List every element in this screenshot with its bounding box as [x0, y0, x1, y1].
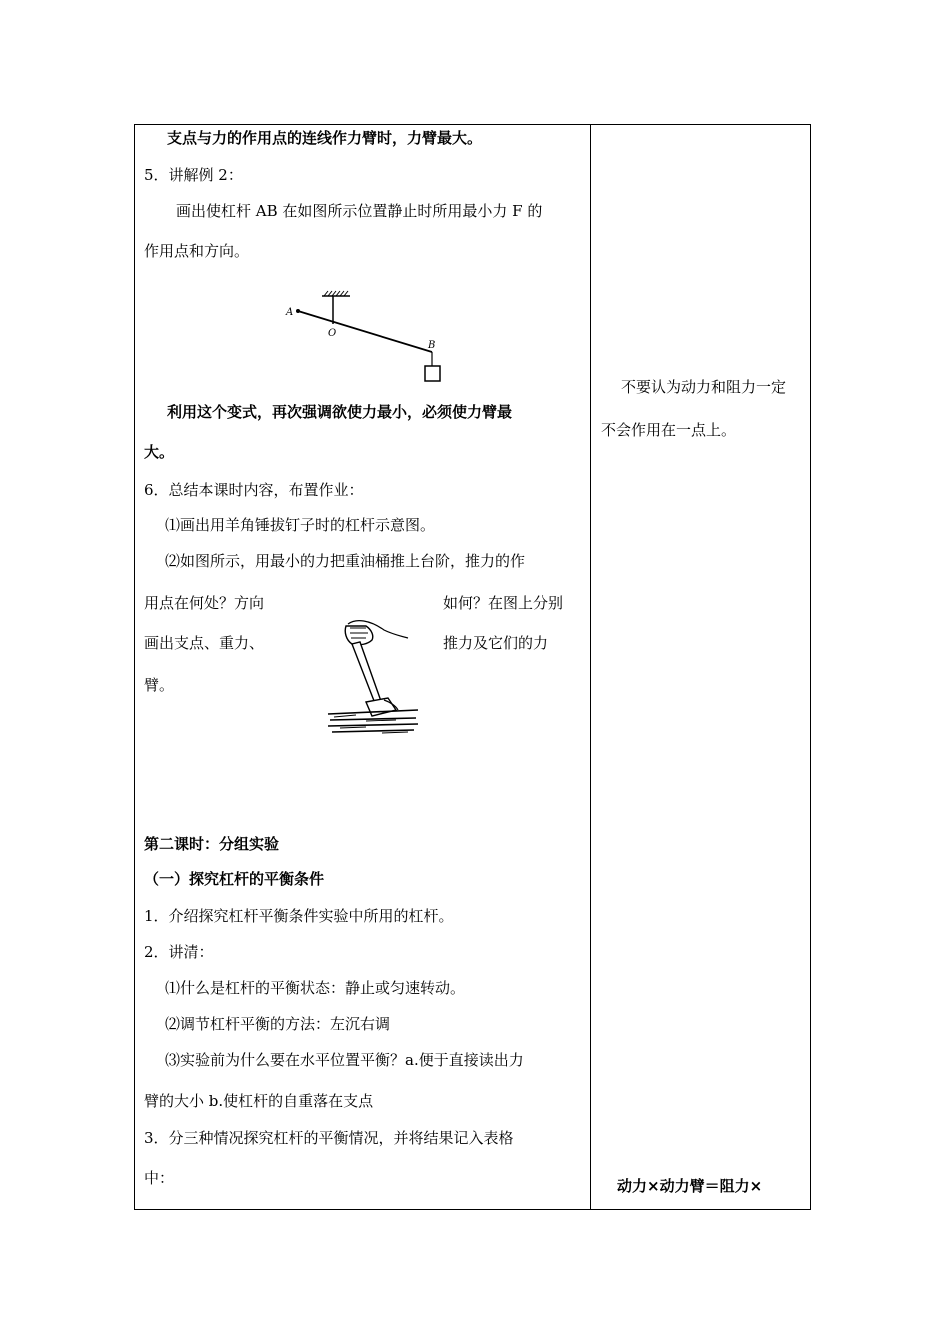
text-line: 5．讲解例 2： — [144, 166, 243, 184]
label-a: A — [286, 307, 294, 318]
column-divider — [590, 124, 591, 1210]
text-line: 6．总结本课时内容，布置作业： — [144, 481, 364, 499]
text-line: ⑵如图所示，用最小的力把重油桶推上台阶，推力的作 — [165, 552, 526, 570]
text-line: ⑴什么是杠杆的平衡状态：静止或匀速转动。 — [165, 979, 466, 997]
text-line: ⑵调节杠杆平衡的方法：左沉右调 — [165, 1015, 391, 1033]
text-line: 中： — [144, 1169, 175, 1187]
label-b: B — [428, 340, 436, 351]
text-line: 画出支点、重力、 — [144, 634, 265, 652]
text-line: 臂。 — [144, 676, 175, 694]
text-line: 大。 — [144, 443, 175, 461]
label-o: O — [328, 328, 337, 339]
lever-figure — [278, 288, 448, 388]
text-line: 3．分三种情况探究杠杆的平衡情况，并将结果记入表格 — [144, 1129, 514, 1147]
subsection-title: （一）探究杠杆的平衡条件 — [144, 870, 325, 888]
text-line: 1．介绍探究杠杆平衡条件实验中所用的杠杆。 — [144, 907, 454, 925]
text-line: ⑶实验前为什么要在水平位置平衡？a.便于直接读出力 — [165, 1051, 524, 1069]
note-line: 不会作用在一点上。 — [601, 421, 737, 439]
note-line: 不要认为动力和阻力一定 — [621, 378, 787, 396]
text-line: 用点在何处？方向 — [144, 594, 265, 612]
formula-text: 动力×动力臂＝阻力× — [617, 1177, 763, 1195]
text-line: 如何？在图上分别 — [443, 594, 564, 612]
text-line: ⑴画出用羊角锤拔钉子时的杠杆示意图。 — [165, 516, 436, 534]
section-title: 第二课时：分组实验 — [144, 835, 280, 853]
text-line: 利用这个变式，再次强调欲使力最小，必须使力臂最 — [167, 403, 513, 421]
hammer-figure — [326, 614, 420, 738]
text-line: 画出使杠杆 AB 在如图所示位置静止时所用最小力 F 的 — [176, 202, 543, 220]
text-line: 作用点和方向。 — [144, 242, 250, 260]
text-line: 推力及它们的力 — [443, 634, 549, 652]
text-line: 支点与力的作用点的连线作力臂时，力臂最大。 — [167, 129, 483, 147]
lesson-table — [134, 124, 811, 1210]
text-line: 2．讲清： — [144, 943, 214, 961]
text-line: 臂的大小 b.使杠杆的自重落在支点 — [144, 1092, 374, 1110]
